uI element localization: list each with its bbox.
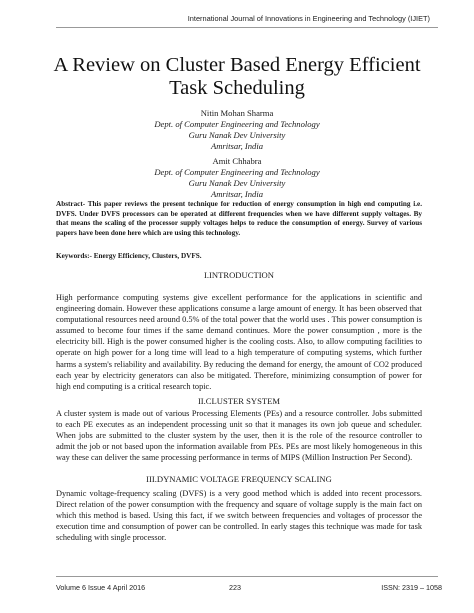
- author-name: Amit Chhabra: [212, 156, 262, 166]
- author-university: Guru Nanak Dev University: [188, 178, 286, 188]
- section-heading-cluster-system: II.CLUSTER SYSTEM: [197, 396, 281, 406]
- footer-rule: [56, 576, 438, 577]
- section-heading-dvfs: III.DYNAMIC VOLTAGE FREQUENCY SCALING: [146, 474, 332, 484]
- title-line-2: Task Scheduling: [169, 77, 305, 99]
- author-block-2: [40, 156, 434, 200]
- section-text-cluster-system: A cluster system is made out of various Processing Elements (PEs) and a resource controller. Jobs submitted to each PE executes as an independent processing unit so that it manages its own job queue and scheduler. When jobs are submitted to the cluster system by the user, then it is the role of the resource controller to admit the job or not based upon the information available from PEs. PEs are most likely homogeneous in this way these can deliver the same processing performance in terms of MIPS (Million Instruction Per Second).: [56, 409, 422, 463]
- section-text-dvfs: Dynamic voltage-frequency scaling (DVFS) is a very good method which is added into recent processors. Direct relation of the power consumption with the frequency and square of voltage supply is the main fact on which this method is based. Using this fact, if we switch between frequencies and voltages of processor the execution time and consumption of power can be controlled. In early stages this technique was made for task scheduling with single processor.: [56, 489, 422, 543]
- footer-volume: Volume 6 Issue 4 April 2016: [56, 583, 146, 592]
- author-block-1: [40, 108, 434, 152]
- author-name: Nitin Mohan Sharma: [200, 108, 274, 118]
- author-city: Amritsar, India: [210, 189, 264, 199]
- section-heading-introduction: I.INTRODUCTION: [204, 270, 274, 280]
- abstract: Abstract- This paper reviews the present technique for reduction of energy consumption in high end computing i.e. DVFS. Under DVFS processors can be operated at different frequencies when we have different supply voltages. By that means the scaling of the processor supply voltages helps to reduce the consumption of energy. Survey of various papers have been done here which are using this technology.: [56, 200, 422, 237]
- author-university: Guru Nanak Dev University: [188, 130, 286, 140]
- paper-title: [40, 54, 434, 100]
- header-rule: [56, 27, 438, 28]
- keywords: Keywords:- Energy Efficiency, Clusters, DVFS.: [56, 252, 202, 260]
- footer-page-number: 223: [229, 583, 241, 592]
- section-text-introduction: High performance computing systems give excellent performance for the applications in scientific and engineering domain. However these applications consume a large amount of energy. It has been observed that computational resources need around 0.5% of the total power that the world uses . This power consumption is assumed to become four times if the same demand continues. More the power consumption , more is the electricity bill. High is the power consumed higher is the cooling costs. Also, to allow computing facilities to operate on high power for a long time will lead to a high temperature of computing systems, which further harms a system's reliability and availability. By reducing the demand for energy, the amount of CO2 produced each year by electricity generators can also be mitigated. Therefore, minimizing consumption of power for high end computing is a critical research topic.: [56, 293, 422, 391]
- author-dept: Dept. of Computer Engineering and Technology: [154, 119, 320, 129]
- author-dept: Dept. of Computer Engineering and Technology: [154, 167, 320, 177]
- journal-header: International Journal of Innovations in Engineering and Technology (IJIET): [187, 14, 430, 23]
- footer-issn: ISSN: 2319 – 1058: [381, 583, 442, 592]
- author-city: Amritsar, India: [210, 141, 264, 151]
- title-line-1: A Review on Cluster Based Energy Efficient: [53, 54, 421, 76]
